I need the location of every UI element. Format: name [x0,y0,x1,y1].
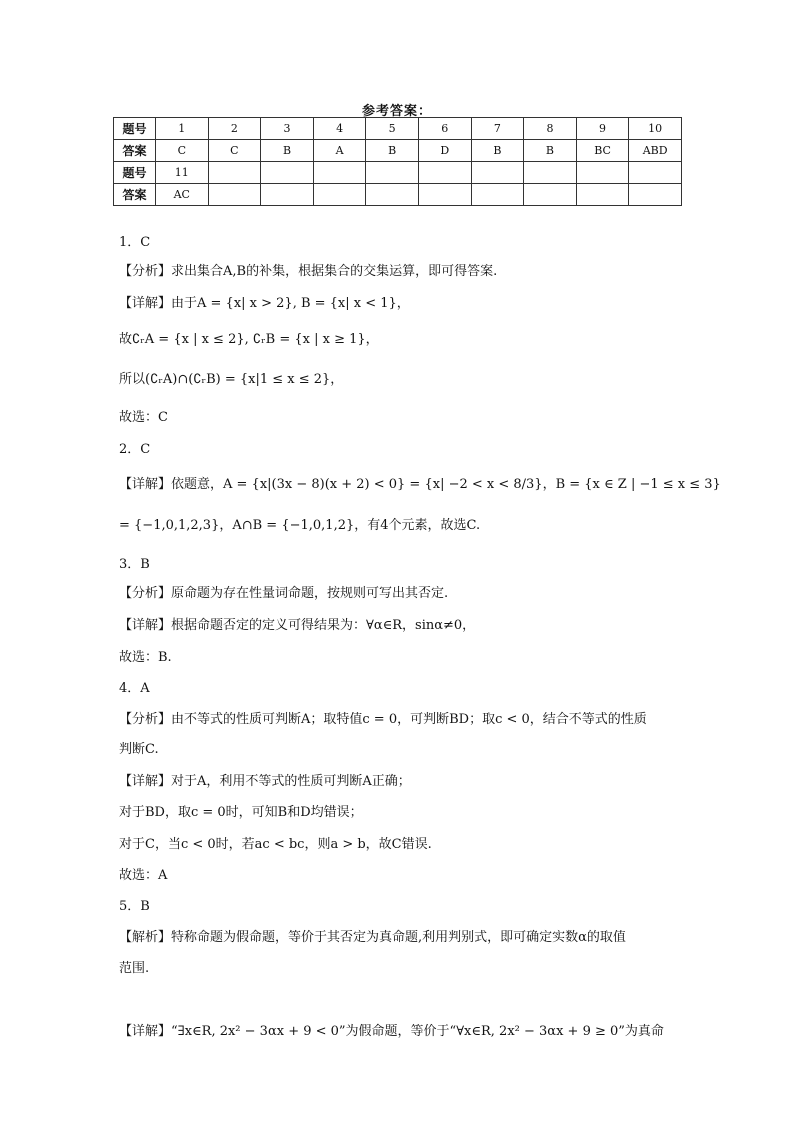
table-cell: 4 [313,118,366,140]
table-cell [261,184,314,206]
solution-line: 范围. [119,961,150,976]
table-cell: 8 [524,118,577,140]
table-cell: C [208,140,261,162]
table-row [114,184,682,206]
table-cell: 7 [471,118,524,140]
solution-line: 故∁ᵣA = {x | x ≤ 2}, ∁ᵣB = {x | x ≥ 1}， [119,332,379,347]
table-cell [576,184,629,206]
solution-line: = {−1,0,1,2,3}，A∩B = {−1,0,1,2}，有4个元素，故选C. [119,518,481,533]
table-cell: D [418,140,471,162]
row-header: 题号 [114,162,156,184]
table-cell [471,162,524,184]
table-cell: BC [576,140,629,162]
solution-conclusion: 故选：C [119,410,168,425]
table-cell: B [471,140,524,162]
solution-number: 2．C [119,442,151,457]
table-cell [629,184,682,206]
table-cell: 11 [156,162,209,184]
answer-key-heading: 参考答案： [361,104,432,119]
solution-conclusion: 故选：A [119,868,168,883]
row-header: 题号 [114,118,156,140]
table-row [114,162,682,184]
solution-line: 对于C，当c < 0时，若ac < bc，则a > b，故C错误. [119,837,432,852]
table-cell: B [524,140,577,162]
table-cell [261,162,314,184]
solution-detail: 【详解】由于A = {x| x > 2}, B = {x| x < 1}， [119,296,410,311]
solution-number: 4．A [119,681,150,696]
solution-conclusion: 故选：B. [119,650,172,665]
table-cell [208,184,261,206]
answer-table [113,117,682,206]
table-cell: A [313,140,366,162]
solution-analysis: 【分析】求出集合A,B的补集，根据集合的交集运算，即可得答案. [119,264,498,279]
table-cell: 1 [156,118,209,140]
table-cell: 5 [366,118,419,140]
table-cell [208,162,261,184]
table-cell: 6 [418,118,471,140]
table-row [114,118,682,140]
table-cell: 2 [208,118,261,140]
table-cell [629,162,682,184]
solution-analysis: 【分析】原命题为存在性量词命题，按规则可写出其否定. [119,586,449,601]
table-cell: B [366,140,419,162]
table-cell: 9 [576,118,629,140]
table-cell: 3 [261,118,314,140]
solution-number: 5．B [119,899,150,914]
table-cell [524,162,577,184]
table-cell [418,184,471,206]
table-cell [418,162,471,184]
table-cell [366,184,419,206]
solution-line: 对于BD，取c = 0时，可知B和D均错误； [119,805,363,820]
solution-number: 1．C [119,235,151,250]
row-header: 答案 [114,184,156,206]
solution-detail: 【详解】根据命题否定的定义可得结果为：∀α∈R，sinα≠0， [119,618,476,633]
table-cell [313,184,366,206]
table-cell: AC [156,184,209,206]
table-cell [576,162,629,184]
solution-detail: 【详解】对于A，利用不等式的性质可判断A正确； [119,774,411,789]
table-cell: 10 [629,118,682,140]
table-cell [366,162,419,184]
table-row [114,140,682,162]
table-cell: C [156,140,209,162]
table-cell [524,184,577,206]
solution-detail: 【详解】“∃x∈R, 2x² − 3αx + 9 < 0”为假命题，等价于“∀x∈R, 2x² − 3αx + 9 ≥ 0”为真命 [119,1024,664,1039]
table-cell: B [261,140,314,162]
solution-line: 所以(∁ᵣA)∩(∁ᵣB) = {x|1 ≤ x ≤ 2}， [119,372,344,387]
solution-detail: 【详解】依题意，A = {x|(3x − 8)(x + 2) < 0} = {x| −2 < x < 8/3}，B = {x ∈ Z | −1 ≤ x ≤ 3} [119,477,721,492]
solution-line: 判断C. [119,742,159,757]
row-header: 答案 [114,140,156,162]
table-cell [471,184,524,206]
solution-number: 3．B [119,557,150,572]
solution-analysis: 【分析】由不等式的性质可判断A；取特值c = 0，可判断BD；取c < 0，结合不等式的性质 [119,712,647,727]
table-cell: ABD [629,140,682,162]
table-cell [313,162,366,184]
solution-analysis: 【解析】特称命题为假命题，等价于其否定为真命题,利用判别式，即可确定实数α的取值 [119,930,626,945]
